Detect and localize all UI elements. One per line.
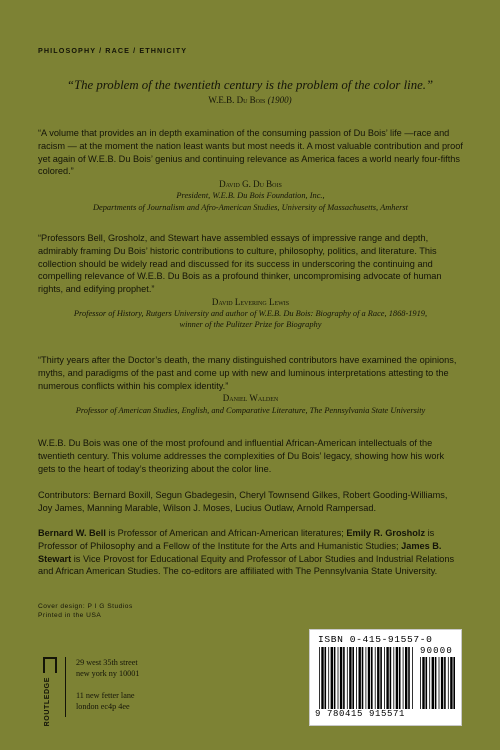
blurb-text: “Thirty years after the Doctor’s death, the many distinguished contributors have examined the opinions, myths, and paradigms of the past and come up with new and luminous interpretations attesting to the numerous conflicts within his complex identity.”	[38, 355, 457, 391]
address-london	[76, 690, 139, 712]
contributors-label: Contributors:	[38, 490, 91, 500]
epigraph-attribution	[0, 95, 500, 105]
address-line: london ec4p 4ee	[76, 702, 130, 711]
printed-in: Printed in the USA	[38, 612, 102, 619]
epigraph-year: (1900)	[267, 95, 292, 105]
blurb-2	[38, 232, 463, 331]
blurb-role: Professor of American Studies, English, and Comparative Literature, The Pennsylvania State University	[75, 405, 426, 415]
cover-design-credit: Cover design: P I G Studios	[38, 603, 133, 610]
blurb-author: Daniel Walden	[222, 393, 279, 404]
blurb-role: Professor of History, Rutgers University and author of W.E.B. Du Bois: Biography of a Race, 1868-1919,	[73, 309, 428, 319]
blurb-role: Departments of Journalism and Afro-American Studies, University of Massachusetts, Amherst	[92, 202, 409, 212]
blurb-text: “Professors Bell, Grosholz, and Stewart have assembled essays of impressive range and depth, admirably framing Du Bois’ historic contributions to culture, philosophy, politics, and literature. This collection should be widely read and discussed for its success in underscoring the continuing and compelling relevance of W.E.B. Du Bois as a profound thinker, uncompromising advocate of human rights, and edifying prophet.”	[38, 233, 442, 295]
publisher-addresses	[76, 657, 139, 712]
editor-name: James B. Stewart	[38, 540, 442, 564]
blurb-text: “A volume that provides an in depth examination of the consuming passion of Du Bois’ life —race and racism — at the moment the nation least wants but most needs it. A most valuable contribution and proof yet again of W.E.B. Du Bois’ genius and continuing relevance as America faces a world nearly four-fifths colored.”	[38, 128, 463, 177]
editor-bio: is Professor of Philosophy and a Fellow of the Institute for the Arts and Humanistic Studies;	[38, 528, 435, 551]
blurb-credits	[38, 393, 463, 415]
blurb-author: David G. Du Bois	[219, 179, 282, 190]
cover-credits	[38, 602, 133, 620]
epigraph-author: W.E.B. Du Bois	[208, 95, 266, 105]
ean-digits: 9 780415 915571	[315, 709, 406, 719]
address-new-york	[76, 657, 139, 679]
book-description: W.E.B. Du Bois was one of the most profound and influential African-American intellectuals of the twentieth century. This volume addresses the complexities of Du Bois’ legacy, showing how his work gets to the heart of today’s theorizing about the color line.	[38, 438, 445, 474]
editor-name: Emily R. Grosholz	[346, 528, 426, 538]
editor-name: Bernard W. Bell	[38, 528, 106, 538]
category-label: PHILOSOPHY / RACE / ETHNICITY	[38, 46, 188, 55]
editor-bios	[38, 527, 463, 578]
barcode	[309, 629, 462, 726]
blurb-author: David Levering Lewis	[211, 296, 290, 307]
blurb-role: winner of the Pulitzer Prize for Biography	[179, 320, 322, 330]
contributors-list: Bernard Boxill, Segun Gbadegesin, Cheryl Townsend Gilkes, Robert Gooding-Williams, Joy James, Manning Marable, Wilson J. Moses, Lucius Outlaw, Arnold Rampersad.	[38, 490, 448, 513]
publisher-name: ROUTLEDGE	[44, 677, 51, 727]
isbn-text: ISBN 0-415-91557-0	[318, 634, 433, 645]
epigraph	[0, 78, 500, 105]
address-line: new york ny 10001	[76, 669, 140, 678]
ean-barcode-bars	[319, 647, 415, 709]
blurb-role: President, W.E.B. Du Bois Foundation, Inc.,	[176, 191, 325, 201]
editor-bio: is Professor of American and African-American literatures;	[105, 528, 347, 538]
editor-bio: is Vice Provost for Educational Equity and Professor of Labor Studies and Industrial Relations and African American Studies. The co-editors are affiliated with The Pennsylvania State University.	[38, 553, 455, 577]
addon-barcode-bars	[420, 657, 456, 709]
epigraph-quote: “The problem of the twentieth century is the problem of the color line.”	[66, 78, 434, 92]
price-code: 90000	[419, 646, 453, 656]
publisher-mark-icon	[43, 657, 57, 673]
blurb-credits	[38, 297, 463, 331]
blurb-1	[38, 127, 463, 213]
publisher-logo	[42, 657, 66, 727]
address-line: 29 west 35th street	[76, 658, 138, 667]
contributors	[38, 489, 463, 515]
address-line: 11 new fetter lane	[76, 691, 135, 700]
blurb-3	[38, 354, 463, 416]
blurb-credits	[38, 179, 463, 213]
